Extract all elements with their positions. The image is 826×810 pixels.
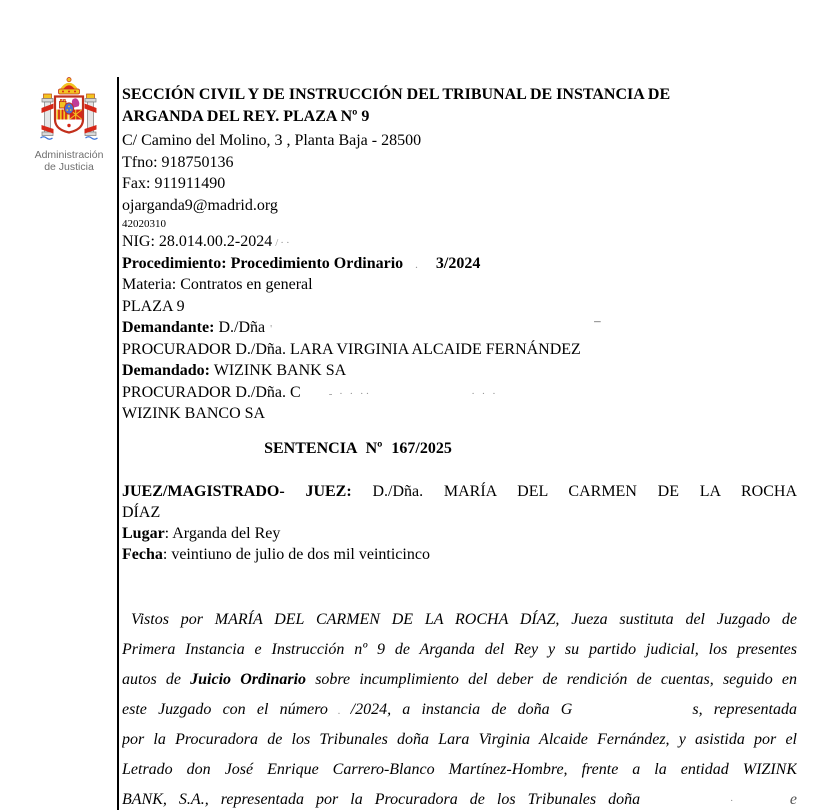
demandado-value: WIZINK BANK SA [210, 362, 347, 379]
body-line: Primera Instancia e Instrucción nº 9 de Arganda del Rey y su partido judicial, los presentes [122, 640, 797, 658]
lugar-line [122, 523, 797, 544]
court-address: C/ Camino del Molino, 3 , Planta Baja - 28500 [122, 132, 422, 149]
body-redaction-trace: · [730, 794, 735, 807]
materia-line: Materia: Contratos en general [122, 276, 313, 293]
court-name-line1: SECCIÓN CIVIL Y DE INSTRUCCIÓN DEL TRIBUNAL DE INSTANCIA DE [122, 86, 671, 103]
demandado-label: Demandado: [122, 362, 211, 379]
judge-label: JUEZ/MAGISTRADO- JUEZ: [122, 482, 352, 500]
body-text: /2024, a instancia de doña G [350, 700, 573, 718]
body-redaction-trace: . [337, 704, 343, 717]
court-phone: Tfno: 918750136 [122, 153, 234, 171]
body-line: Vistos por MARÍA DEL CARMEN DE LA ROCHA DÍAZ, Jueza sustituta del Juzgado de [131, 610, 797, 628]
logo-caption-line1: Administración [34, 149, 104, 161]
demandante-trace-dash: – [594, 317, 601, 328]
registry-code: 42020310 [122, 218, 166, 230]
demandante-value: D./Dña [214, 319, 266, 336]
court-fax: Fax: 911911490 [122, 175, 226, 192]
procedimiento-trace: . [415, 258, 420, 271]
fecha-value: : veintiuno de julio de dos mil veinticinco [162, 545, 430, 563]
body-line [122, 785, 797, 810]
nig-redaction-trace: /·· [275, 237, 292, 249]
spain-coat-of-arms-icon [35, 77, 103, 143]
demandante-trace: ' [270, 323, 275, 335]
procurador-demandado-trace2: · · · [471, 387, 498, 400]
demandante-label: Demandante: [122, 319, 215, 336]
body-text: s, representada [692, 700, 797, 718]
lugar-value: : Arganda del Rey [164, 524, 281, 542]
body-text: este Juzgado con el número [122, 700, 328, 718]
juicio-ordinario-emphasis: Juicio Ordinario [190, 670, 307, 688]
fecha-line [122, 544, 797, 565]
body-text: autos de [122, 670, 191, 688]
procedimiento-line [122, 253, 797, 275]
document-content [122, 84, 797, 810]
justice-administration-logo [32, 77, 106, 173]
demandado-line [122, 360, 797, 382]
nig-line [122, 231, 797, 253]
procurador-demandante-line: PROCURADOR D./Dña. LARA VIRGINIA ALCAIDE FERNÁNDEZ [122, 340, 581, 358]
procedimiento-label: Procedimiento: Procedimiento Ordinario [122, 254, 404, 272]
fecha-label: Fecha [122, 545, 163, 563]
court-email: ojarganda9@madrid.org [122, 196, 278, 214]
nig-value: NIG: 28.014.00.2-2024 [122, 233, 273, 250]
procurador-demandado-trace1: - · · ·· [328, 387, 372, 400]
procurador-demandado-value: PROCURADOR D./Dña. C [122, 383, 301, 401]
body-redaction-trace: e [789, 790, 797, 808]
codemandado-line: WIZINK BANCO SA [122, 405, 266, 422]
body-line: por la Procuradora de los Tribunales doña Lara Virginia Alcaide Fernández, y asistida por el [122, 730, 797, 748]
logo-caption-line2: de Justicia [44, 160, 94, 173]
lugar-label: Lugar [122, 524, 165, 542]
plaza-line: PLAZA 9 [122, 297, 185, 315]
judge-block [122, 481, 797, 565]
judge-name-overflow: DÍAZ [122, 503, 161, 521]
court-name [122, 84, 797, 128]
body-line [122, 665, 797, 695]
body-text: sobre incumplimiento del deber de rendición de cuentas, seguido en [306, 670, 797, 688]
left-border-rule [117, 77, 119, 810]
sentencia-title: SENTENCIA Nº 167/2025 [264, 439, 452, 457]
body-line: Letrado don José Enrique Carrero-Blanco Martínez-Hombre, frente a la entidad WIZINK [122, 760, 797, 778]
procedimiento-number: 3/2024 [435, 254, 481, 272]
body-text: BANK, S.A., representada por la Procuradora de los Tribunales doña [122, 790, 641, 808]
judge-name: D./Dña. MARÍA DEL CARMEN DE LA ROCHA [351, 482, 797, 500]
body-line [122, 695, 797, 725]
judge-line [122, 481, 797, 502]
demandante-line [122, 317, 797, 339]
judgment-body-paragraph [122, 605, 797, 810]
procurador-demandado-line [122, 382, 797, 404]
court-name-line2: ARGANDA DEL REY. PLAZA Nº 9 [122, 108, 370, 125]
